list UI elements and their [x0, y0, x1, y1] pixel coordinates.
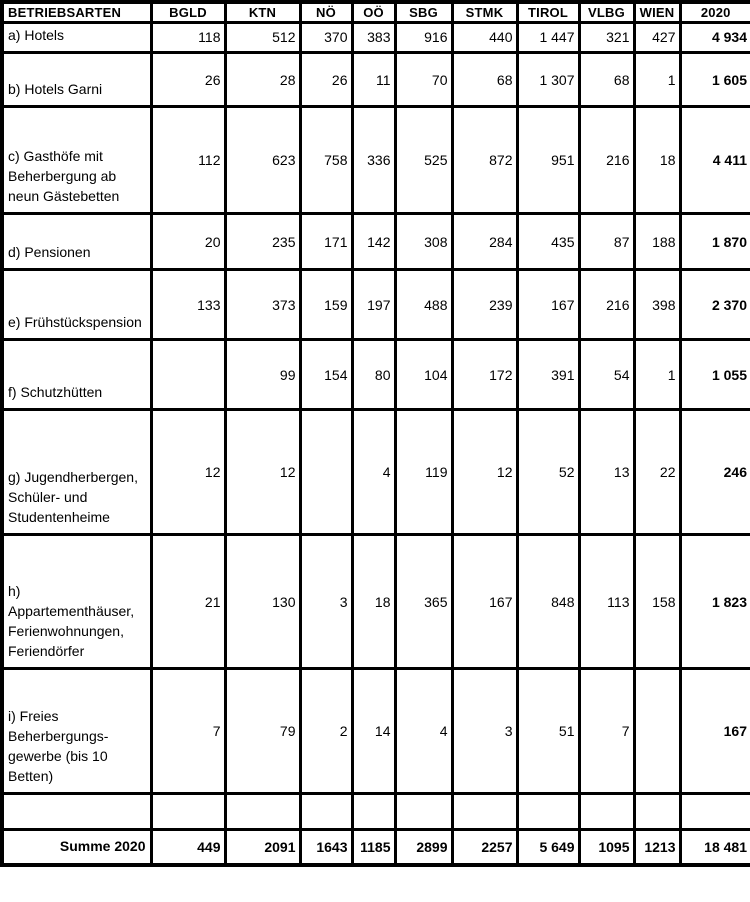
cell-value: 7 — [151, 669, 225, 794]
cell-value: 365 — [395, 535, 452, 669]
cell-value: 321 — [579, 22, 634, 53]
column-header-n: NÖ — [300, 2, 352, 22]
table-row — [2, 214, 750, 270]
cell-value — [225, 794, 300, 830]
table-row — [2, 669, 750, 794]
cell-value: 7 — [579, 669, 634, 794]
cell-value: 104 — [395, 340, 452, 410]
cell-value — [151, 340, 225, 410]
cell-value: 239 — [452, 270, 517, 340]
row-label: b) Hotels Garni — [2, 53, 151, 107]
cell-value: 5 649 — [517, 830, 579, 865]
cell-value: 133 — [151, 270, 225, 340]
table-row — [2, 53, 750, 107]
cell-value: 167 — [452, 535, 517, 669]
cell-value: 18 — [634, 107, 680, 214]
cell-value: 848 — [517, 535, 579, 669]
cell-value: 154 — [300, 340, 352, 410]
row-label: c) Gasthöfe mit Beherbergung ab neun Gästebetten — [2, 107, 151, 214]
column-header-o: OÖ — [352, 2, 395, 22]
cell-value: 2257 — [452, 830, 517, 865]
cell-value: 2 — [300, 669, 352, 794]
cell-value: 398 — [634, 270, 680, 340]
cell-value: 216 — [579, 270, 634, 340]
column-header-2020: 2020 — [680, 2, 750, 22]
cell-value: 872 — [452, 107, 517, 214]
cell-value: 142 — [352, 214, 395, 270]
row-label: e) Frühstückspension — [2, 270, 151, 340]
cell-value: 525 — [395, 107, 452, 214]
column-header-bgld: BGLD — [151, 2, 225, 22]
cell-value: 951 — [517, 107, 579, 214]
cell-value — [579, 794, 634, 830]
row-label: d) Pensionen — [2, 214, 151, 270]
cell-value: 28 — [225, 53, 300, 107]
cell-value — [634, 794, 680, 830]
column-header-wien: WIEN — [634, 2, 680, 22]
row-label: a) Hotels — [2, 22, 151, 53]
cell-value: 21 — [151, 535, 225, 669]
cell-value — [634, 669, 680, 794]
cell-value — [352, 794, 395, 830]
cell-value: 20 — [151, 214, 225, 270]
cell-value: 167 — [680, 669, 750, 794]
column-header-tirol: TIROL — [517, 2, 579, 22]
cell-value: 99 — [225, 340, 300, 410]
cell-value: 188 — [634, 214, 680, 270]
cell-value: 1643 — [300, 830, 352, 865]
cell-value: 18 — [352, 535, 395, 669]
cell-value: 1 307 — [517, 53, 579, 107]
cell-value: 1 447 — [517, 22, 579, 53]
cell-value — [395, 794, 452, 830]
table-body — [2, 22, 750, 865]
cell-value: 370 — [300, 22, 352, 53]
row-label: g) Jugendherbergen, Schüler- und Studentenheime — [2, 410, 151, 535]
column-header-vlbg: VLBG — [579, 2, 634, 22]
cell-value: 488 — [395, 270, 452, 340]
cell-value: 171 — [300, 214, 352, 270]
cell-value: 1185 — [352, 830, 395, 865]
cell-value: 118 — [151, 22, 225, 53]
spacer-row — [2, 794, 750, 830]
cell-value: 4 934 — [680, 22, 750, 53]
cell-value: 54 — [579, 340, 634, 410]
cell-value: 2899 — [395, 830, 452, 865]
cell-value — [151, 794, 225, 830]
cell-value: 26 — [151, 53, 225, 107]
cell-value: 12 — [151, 410, 225, 535]
cell-value: 159 — [300, 270, 352, 340]
cell-value: 1095 — [579, 830, 634, 865]
cell-value: 391 — [517, 340, 579, 410]
cell-value: 14 — [352, 669, 395, 794]
cell-value: 216 — [579, 107, 634, 214]
cell-value — [517, 794, 579, 830]
cell-value: 167 — [517, 270, 579, 340]
cell-value: 2 370 — [680, 270, 750, 340]
cell-value: 2091 — [225, 830, 300, 865]
cell-value: 22 — [634, 410, 680, 535]
cell-value: 11 — [352, 53, 395, 107]
cell-value: 373 — [225, 270, 300, 340]
cell-value: 3 — [300, 535, 352, 669]
cell-value — [300, 410, 352, 535]
cell-value: 4 411 — [680, 107, 750, 214]
column-header-sbg: SBG — [395, 2, 452, 22]
cell-value: 12 — [225, 410, 300, 535]
column-header-ktn: KTN — [225, 2, 300, 22]
total-row — [2, 830, 750, 865]
cell-value — [300, 794, 352, 830]
column-header-betriebsarten: BETRIEBSARTEN — [2, 2, 151, 22]
cell-value — [452, 794, 517, 830]
cell-value: 119 — [395, 410, 452, 535]
cell-value: 235 — [225, 214, 300, 270]
header-row — [2, 2, 750, 22]
cell-value: 18 481 — [680, 830, 750, 865]
cell-value: 4 — [395, 669, 452, 794]
cell-value: 916 — [395, 22, 452, 53]
cell-value: 435 — [517, 214, 579, 270]
cell-value: 758 — [300, 107, 352, 214]
cell-value: 12 — [452, 410, 517, 535]
cell-value: 197 — [352, 270, 395, 340]
cell-value: 158 — [634, 535, 680, 669]
column-header-stmk: STMK — [452, 2, 517, 22]
cell-value: 308 — [395, 214, 452, 270]
cell-value: 3 — [452, 669, 517, 794]
cell-value: 246 — [680, 410, 750, 535]
table-row — [2, 340, 750, 410]
row-label: f) Schutzhütten — [2, 340, 151, 410]
cell-value: 623 — [225, 107, 300, 214]
table-row — [2, 107, 750, 214]
cell-value: 4 — [352, 410, 395, 535]
cell-value: 130 — [225, 535, 300, 669]
cell-value: 13 — [579, 410, 634, 535]
cell-value: 449 — [151, 830, 225, 865]
cell-value: 26 — [300, 53, 352, 107]
table-row — [2, 410, 750, 535]
cell-value: 172 — [452, 340, 517, 410]
cell-value: 1 — [634, 53, 680, 107]
cell-value: 79 — [225, 669, 300, 794]
cell-value: 336 — [352, 107, 395, 214]
cell-value: 383 — [352, 22, 395, 53]
total-row-label: Summe 2020 — [2, 830, 151, 865]
row-label: i) Freies Beherbergungs-gewerbe (bis 10 Betten) — [2, 669, 151, 794]
cell-value: 112 — [151, 107, 225, 214]
cell-value: 1 870 — [680, 214, 750, 270]
cell-value: 512 — [225, 22, 300, 53]
cell-value: 70 — [395, 53, 452, 107]
cell-value: 1213 — [634, 830, 680, 865]
table-row — [2, 22, 750, 53]
row-label — [2, 794, 151, 830]
cell-value: 51 — [517, 669, 579, 794]
cell-value: 68 — [452, 53, 517, 107]
cell-value: 1 — [634, 340, 680, 410]
table-row — [2, 535, 750, 669]
cell-value: 440 — [452, 22, 517, 53]
cell-value: 427 — [634, 22, 680, 53]
cell-value: 52 — [517, 410, 579, 535]
cell-value: 284 — [452, 214, 517, 270]
table-row — [2, 270, 750, 340]
cell-value: 80 — [352, 340, 395, 410]
row-label: h) Appartementhäuser, Ferienwohnungen, Feriendörfer — [2, 535, 151, 669]
cell-value: 113 — [579, 535, 634, 669]
cell-value: 68 — [579, 53, 634, 107]
cell-value: 87 — [579, 214, 634, 270]
cell-value: 1 605 — [680, 53, 750, 107]
cell-value: 1 823 — [680, 535, 750, 669]
cell-value: 1 055 — [680, 340, 750, 410]
cell-value — [680, 794, 750, 830]
